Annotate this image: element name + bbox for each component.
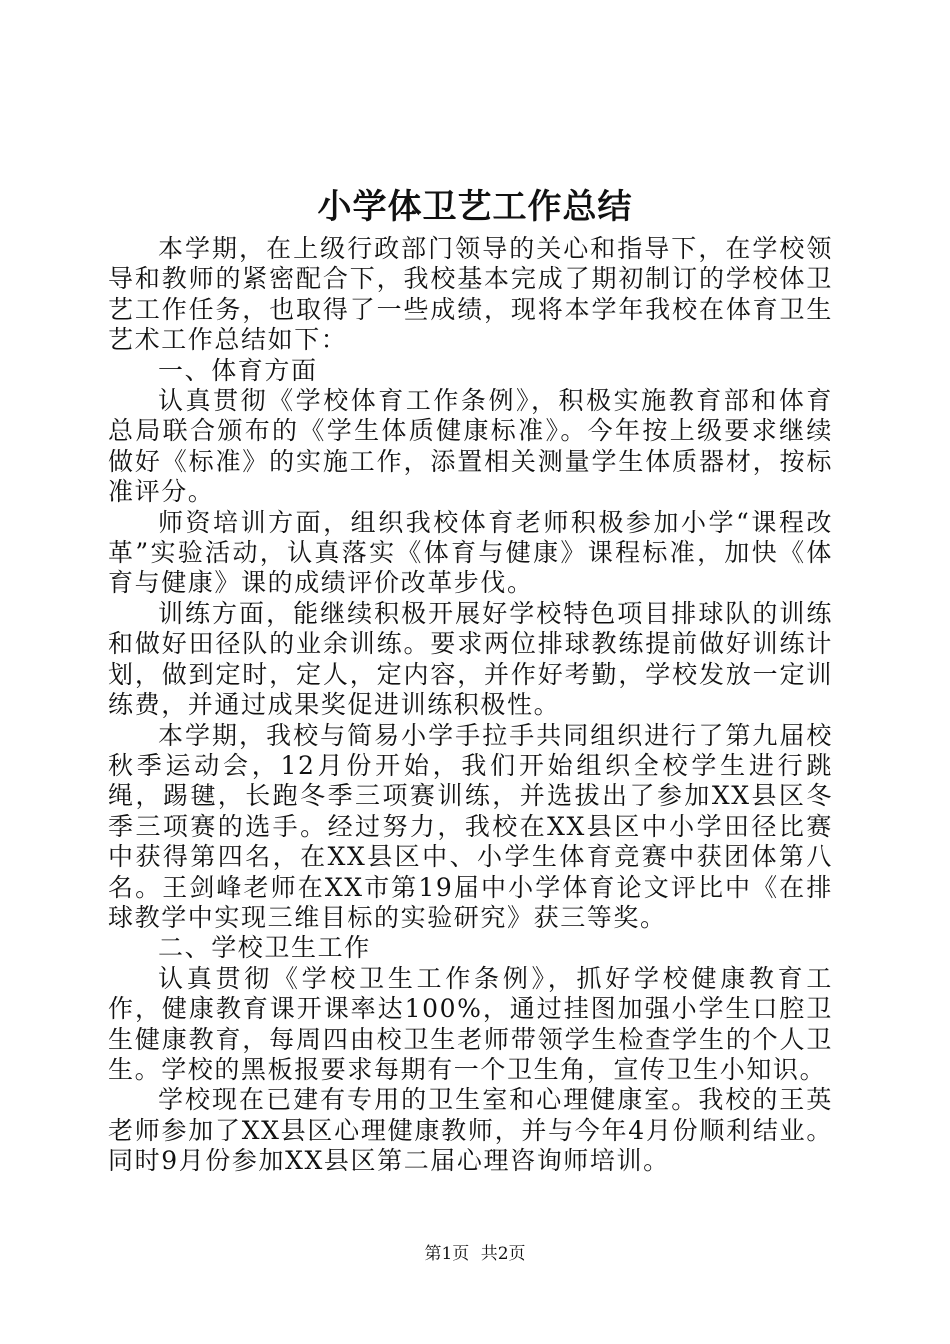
page-number: 第1页: [424, 1244, 470, 1264]
document-title: 小学体卫艺工作总结: [317, 187, 633, 227]
section-heading-sports: 一、体育方面: [158, 355, 318, 385]
paragraph-team-training: 训练方面，能继续积极开展好学校特色项目排球队的训练和做好田径队的业余训练。要求两位排球教练提前做好训练计划，做到定时，定人，定内容，并作好考勤，学校发放一定训练费，并通过成果奖促进训练积极性。: [108, 598, 833, 720]
page-footer: [0, 1242, 950, 1266]
paragraph-health-education: 认真贯彻《学校卫生工作条例》，抓好学校健康教育工作，健康教育课开课率达100%，通过挂图加强小学生口腔卫生健康教育，每周四由校卫生老师带领学生检查学生的个人卫生。学校的黑板报要求每期有一个卫生角，宣传卫生小知识。: [108, 963, 833, 1084]
paragraph-teacher-training: 师资培训方面，组织我校体育老师积极参加小学“课程改革”实验活动，认真落实《体育与健康》课程标准，加快《体育与健康》课的成绩评价改革步伐。: [108, 507, 833, 598]
document-body: [108, 234, 833, 1177]
paragraph-sports-regulations: 认真贯彻《学校体育工作条例》，积极实施教育部和体育总局联合颁布的《学生体质健康标准》。今年按上级要求继续做好《标准》的实施工作，添置相关测量学生体质器材，按标准评分。: [108, 386, 833, 507]
page-total: 共2页: [480, 1244, 526, 1264]
paragraph-health-facilities: 学校现在已建有专用的卫生室和心理健康室。我校的王英老师参加了XX县区心理健康教师，并与今年4月份顺利结业。同时9月份参加XX县区第二届心理咨询师培训。: [108, 1085, 833, 1176]
paragraph-intro: 本学期，在上级行政部门领导的关心和指导下，在学校领导和教师的紧密配合下，我校基本完成了期初制订的学校体卫艺工作任务，也取得了一些成绩，现将本学年我校在体育卫生艺术工作总结如下：: [108, 234, 833, 355]
section-heading-health: 二、学校卫生工作: [158, 933, 371, 963]
paragraph-sports-events: 本学期，我校与简易小学手拉手共同组织进行了第九届校秋季运动会，12月份开始，我们开始组织全校学生进行跳绳，踢毽，长跑冬季三项赛训练，并选拔出了参加XX县区冬季三项赛的选手。经过努力，我校在XX县区中小学田径比赛中获得第四名，在XX县区中、小学生体育竞赛中获团体第八名。王剑峰老师在XX市第19届中小学体育论文评比中《在排球教学中实现三维目标的实验研究》获三等奖。: [108, 720, 833, 932]
